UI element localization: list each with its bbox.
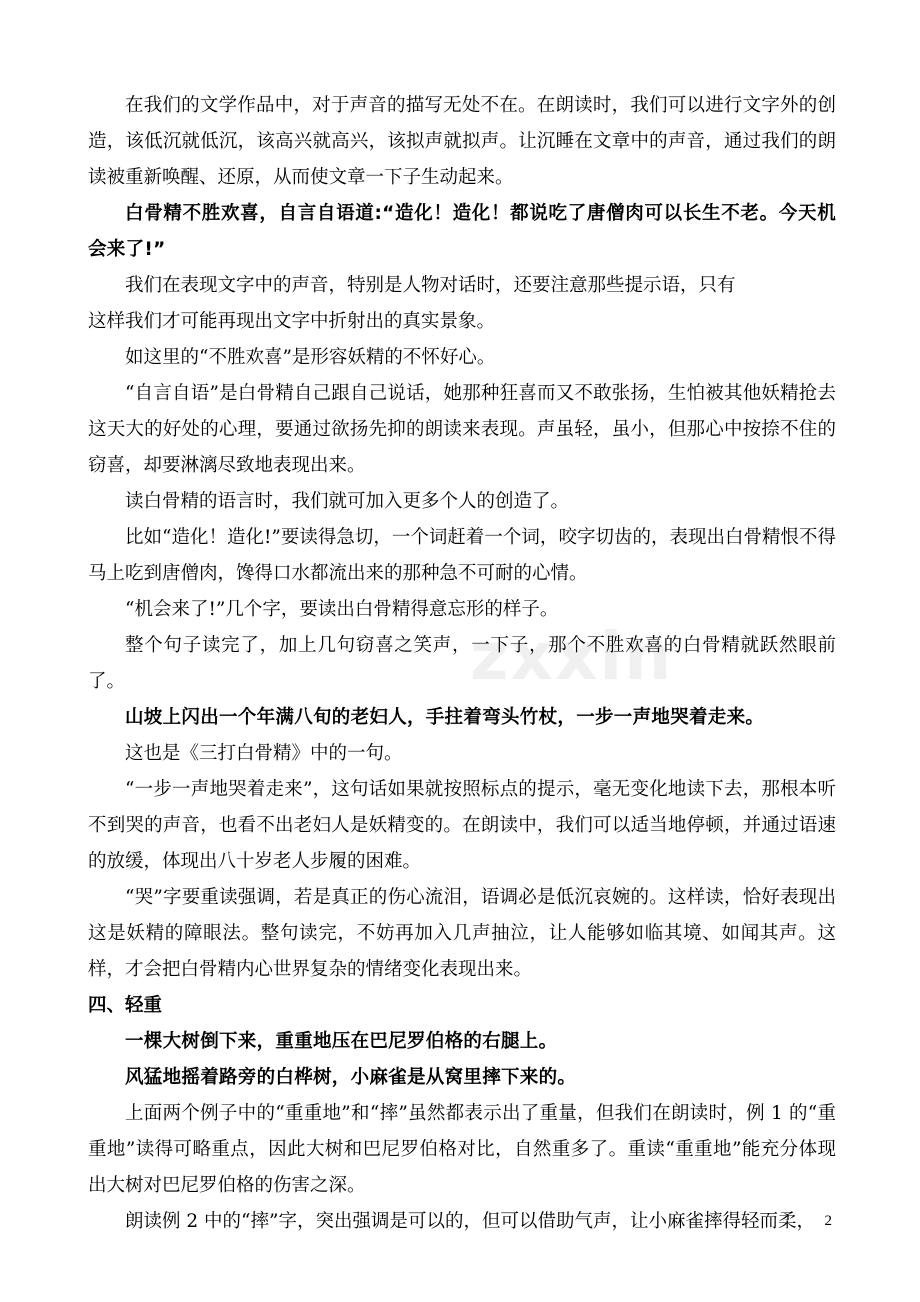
paragraph: 我们在表现文字中的声音，特别是人物对话时，还要注意那些提示语，只有 [125, 275, 736, 296]
paragraph: 如这里的“不胜欢喜”是形容妖精的不怀好心。 [125, 347, 496, 368]
example-sentence-sparrow: 风猛地摇着路旁的白桦树，小麻雀是从窝里摔下来的。 [125, 1067, 577, 1088]
paragraph: 朗读例 2 中的“摔”字，突出强调是可以的，但可以借助气声，让小麻雀摔得轻而柔， [125, 1211, 815, 1232]
paragraph-continuation: 这样我们才可能再现出文字中折射出的真实景象。 [88, 311, 496, 332]
paragraph-intro: 在我们的文学作品中，对于声音的描写无处不在。在朗读时，我们可以进行文字外的创造，该低沉就低沉，该高兴就高兴，该拟声就拟声。让沉睡在文章中的声音，通过我们的朗读被重新唤醒、还原，从而使文章一下子生动起来。 [88, 95, 836, 188]
paragraph: “一步一声地哭着走来”，这句话如果就按照标点的提示，毫无变化地读下去，那根本听不到哭的声音，也看不出老妇人是妖精变的。在朗读中，我们可以适当地停顿，并通过语速的放缓，体现出八十岁老人步履的困难。 [88, 779, 836, 872]
paragraph: 比如“造化！造化!”要读得急切，一个词赶着一个词，咬字切齿的，表现出白骨精恨不得马上吃到唐僧肉，馋得口水都流出来的那种急不可耐的心情。 [88, 527, 836, 584]
document-body [88, 88, 836, 1240]
paragraph: 读白骨精的语言时，我们就可加入更多个人的创造了。 [125, 491, 570, 512]
watermark: zxxin [470, 618, 674, 695]
paragraph: “哭”字要重读强调，若是真正的伤心流泪，语调必是低沉哀婉的。这样读，恰好表现出这是妖精的障眼法。整句读完，不妨再加入几声抽泣，让人能够如临其境、如闻其声。这样，才会把白骨精内心世界复杂的情绪变化表现出来。 [88, 887, 836, 980]
example-sentence-old-woman: 山坡上闪出一个年满八旬的老妇人，手拄着弯头竹杖，一步一声地哭着走来。 [125, 707, 765, 728]
section-heading: 四、轻重 [88, 995, 163, 1016]
paragraph: “自言自语”是白骨精自己跟自己说话，她那种狂喜而又不敢张扬，生怕被其他妖精抢去这天大的好处的心理，要通过欲扬先抑的朗读来表现。声虽轻，虽小，但那心中按捺不住的窃喜，却要淋漓尽致地表现出来。 [88, 383, 836, 476]
example-sentence-tree: 一棵大树倒下来，重重地压在巴尼罗伯格的右腿上。 [125, 1031, 558, 1052]
paragraph: 上面两个例子中的“重重地”和“摔”虽然都表示出了重量，但我们在朗读时，例 1 的“重重地”读得可略重点，因此大树和巴尼罗伯格对比，自然重多了。重读“重重地”能充分体现出大树对巴尼罗伯格的伤害之深。 [88, 1103, 836, 1196]
paragraph: 整个句子读完了，加上几句窃喜之笑声，一下子，那个不胜欢喜的白骨精就跃然眼前了。 [88, 635, 836, 692]
paragraph: “机会来了!”几个字，要读出白骨精得意忘形的样子。 [125, 599, 559, 620]
page-number: 2 [824, 1213, 832, 1229]
paragraph: 这也是《三打白骨精》中的一句。 [125, 743, 403, 764]
example-sentence-bone-demon: 白骨精不胜欢喜，自言自语道:“造化！造化！都说吃了唐僧肉可以长生不老。今天机会来了!” [88, 203, 836, 260]
